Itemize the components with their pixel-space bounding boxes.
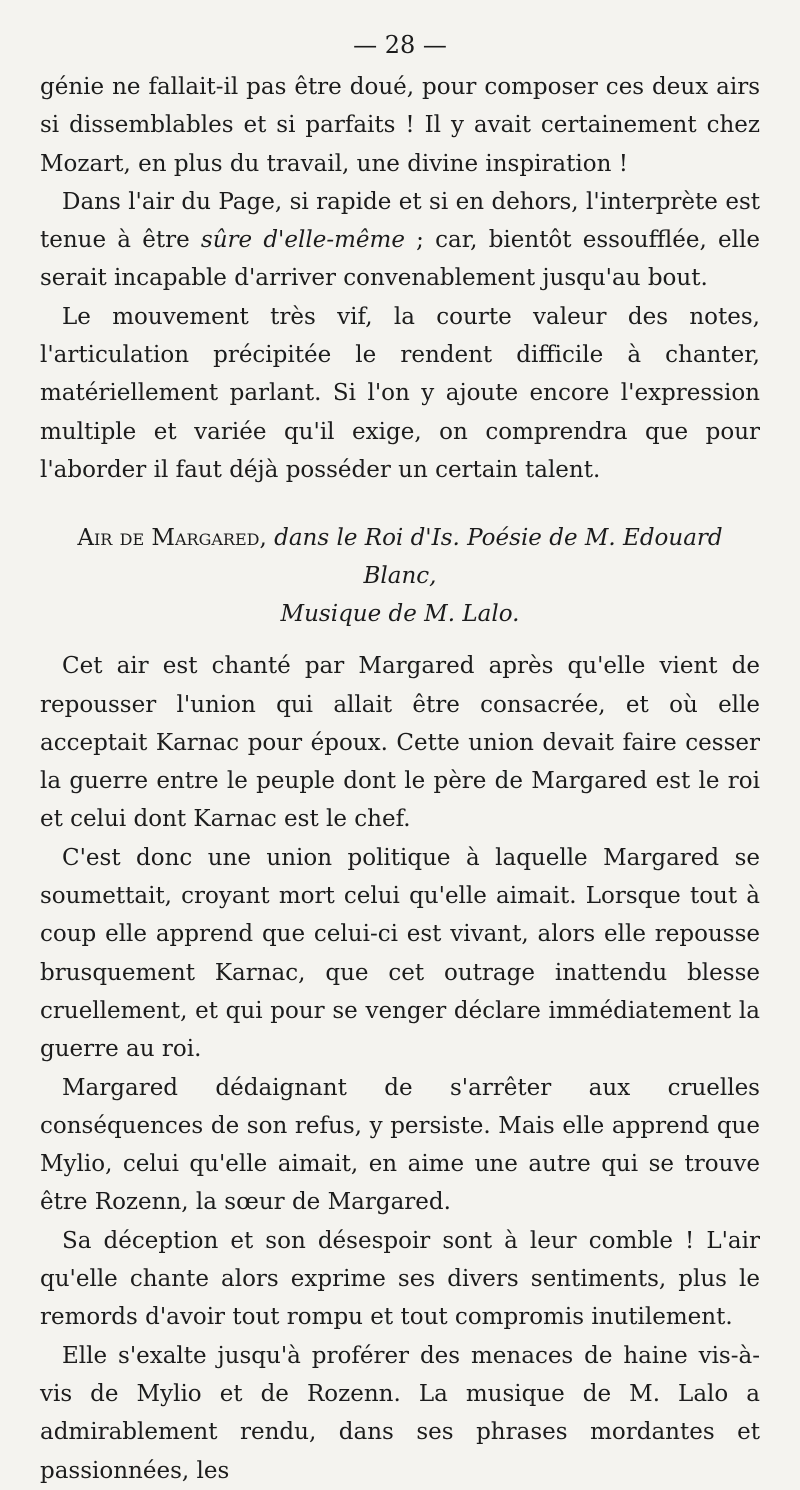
heading-line-1 [40, 519, 760, 595]
paragraph-2-end: ; car, bientôt essoufflée, elle serait incapable d'arriver convenablement jusqu'au bout. [40, 227, 760, 292]
heading-music: Musique de M. Lalo. [280, 601, 520, 628]
paragraph-2 [40, 183, 760, 298]
paragraph-2-emphasis: sûre d'elle-même [200, 227, 405, 254]
paragraph-6: Margared dédaignant de s'arrêter aux cruelles conséquences de son refus, y persiste. Mais elle apprend que Mylio, celui qu'elle aimait, en aime une autre qui se trouve être Rozenn, la sœur de Margared. [40, 1074, 760, 1216]
paragraph-7: Sa déception et son désespoir sont à leur comble ! L'air qu'elle chante alors exprime ses divers sentiments, plus le remords d'avoir tout rompu et tout compromis inutilement. [40, 1227, 760, 1331]
heading-title: Air de Margared, [77, 525, 267, 552]
paragraph-2-start: Dans l'air du Page, si rapide et si en dehors, l'interprète est tenue à être [40, 188, 760, 254]
heading-detail: dans le Roi d'Is. Poésie de M. Edouard Blanc, [274, 525, 723, 590]
body-text [40, 68, 760, 1490]
paragraph-5: C'est donc une union politique à laquelle Margared se soumettait, croyant mort celui qu'elle aimait. Lorsque tout à coup elle apprend que celui-ci est vivant, alors elle repousse brusquement Karnac, que cet outrage inattendu blesse cruellement, et qui pour se venger déclare immédiatement la guerre au roi. [40, 844, 760, 1063]
section-heading [40, 519, 760, 633]
paragraph-1: génie ne fallait-il pas être doué, pour composer ces deux airs si dissemblables et si parfaits ! Il y avait certainement chez Mozart, en plus du travail, une divine inspiration ! [40, 74, 760, 177]
page-number: — 28 — [353, 31, 447, 59]
paragraph-8: Elle s'exalte jusqu'à proférer des menaces de haine vis-à-vis de Mylio et de Rozenn. La musique de M. Lalo a admirablement rendu, dans ses phrases mordantes et passionnées, les [40, 1342, 760, 1484]
paragraph-3: Le mouvement très vif, la courte valeur des notes, l'articulation précipitée le rendent difficile à chanter, matériellement parlant. Si l'on y ajoute encore l'expression multiple et variée qu'il exige, on comprendra que pour l'aborder il faut déjà posséder un certain talent. [40, 303, 760, 483]
paragraph-4: Cet air est chanté par Margared après qu'elle vient de repousser l'union qui allait être consacrée, et où elle acceptait Karnac pour époux. Cette union devait faire cesser la guerre entre le peuple dont le père de Margared est le roi et celui dont Karnac est le chef. [40, 653, 760, 833]
